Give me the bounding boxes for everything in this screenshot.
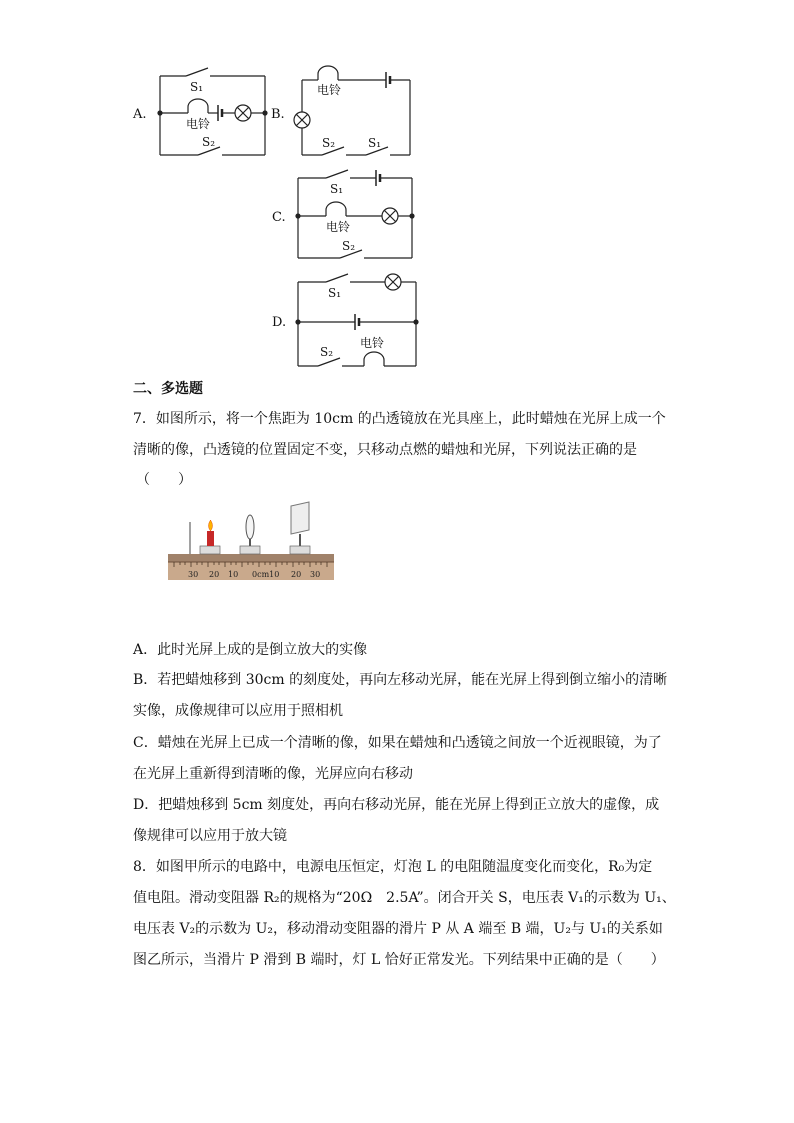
- circuit-d-switch1-label: S₁: [328, 286, 342, 300]
- circuit-b-switch1-label: S₁: [368, 136, 382, 150]
- ruler-label: 20: [209, 570, 220, 579]
- ruler-label: 20: [291, 570, 302, 579]
- circuit-b: [294, 66, 410, 155]
- q7-option-d-line2: 像规律可以应用于放大镜: [133, 828, 287, 844]
- circuit-a-switch1-label: S₁: [190, 80, 204, 94]
- ruler-label: 10: [228, 570, 239, 579]
- candle: [200, 520, 220, 554]
- circuit-c-bell-label: 电铃: [326, 220, 351, 234]
- circuit-d: [298, 274, 416, 366]
- circuit-options-figure: [0, 0, 794, 375]
- q7-option-b-line2: 实像，成像规律可以应用于照相机: [133, 703, 343, 719]
- circuit-a-letter: A.: [133, 107, 147, 122]
- circuit-d-letter: D.: [272, 315, 287, 330]
- circuit-c-switch1-label: S₁: [330, 182, 344, 196]
- circuit-b-letter: B.: [271, 107, 285, 122]
- q8-line4: 图乙所示，当滑片 P 滑到 B 端时，灯 L 恰好正常发光。下列结果中正确的是（ ）: [133, 952, 665, 968]
- circuit-d-bell-label: 电铃: [360, 336, 385, 350]
- q7-option-d-line1: D．把蜡烛移到 5cm 刻度处，再向右移动光屏，能在光屏上得到正立放大的虚像，成: [133, 797, 660, 813]
- circuit-b-switch2-label: S₂: [322, 136, 336, 150]
- convex-lens: [240, 515, 260, 554]
- circuit-b-bell-label: 电铃: [317, 83, 342, 97]
- circuit-d-switch2-label: S₂: [320, 345, 334, 359]
- q7-answer-blank: （ ）: [136, 472, 192, 488]
- ruler-label: 30: [188, 570, 199, 579]
- circuit-c-switch2-label: S₂: [342, 239, 356, 253]
- q8-line3: 电压表 V₂的示数为 U₂，移动滑动变阻器的滑片 P 从 A 端至 B 端，U₂与 U₁的关系如: [133, 921, 663, 937]
- q7-line1: 7．如图所示，将一个焦距为 10cm 的凸透镜放在光具座上，此时蜡烛在光屏上成一个: [133, 411, 666, 427]
- section-title: 二、多选题: [133, 381, 203, 397]
- q8-line1: 8．如图甲所示的电路中，电源电压恒定，灯泡 L 的电阻随温度变化而变化，R₀为定: [133, 859, 653, 875]
- light-screen: [290, 502, 310, 554]
- q7-option-b-line1: B．若把蜡烛移到 30cm 的刻度处，再向左移动光屏，能在光屏上得到倒立缩小的清晰: [133, 672, 668, 688]
- optical-bench-figure: [160, 498, 340, 584]
- ruler-label: 30: [310, 570, 321, 579]
- circuit-c-letter: C.: [272, 210, 286, 225]
- q7-option-c-line1: C．蜡烛在光屏上已成一个清晰的像，如果在蜡烛和凸透镜之间放一个近视眼镜，为了: [133, 735, 662, 751]
- q7-option-c-line2: 在光屏上重新得到清晰的像，光屏应向右移动: [133, 766, 413, 782]
- ruler-label: 0cm10: [252, 570, 280, 579]
- q8-line2: 值电阻。滑动变阻器 R₂的规格为“20Ω 2.5A”。闭合开关 S，电压表 V₁的示数为 U₁、: [133, 890, 676, 906]
- circuit-a-switch2-label: S₂: [202, 135, 216, 149]
- q7-option-a: A．此时光屏上成的是倒立放大的实像: [133, 642, 368, 658]
- circuit-a-bell-label: 电铃: [186, 117, 211, 131]
- q7-line2: 清晰的像，凸透镜的位置固定不变，只移动点燃的蜡烛和光屏，下列说法正确的是: [133, 442, 637, 458]
